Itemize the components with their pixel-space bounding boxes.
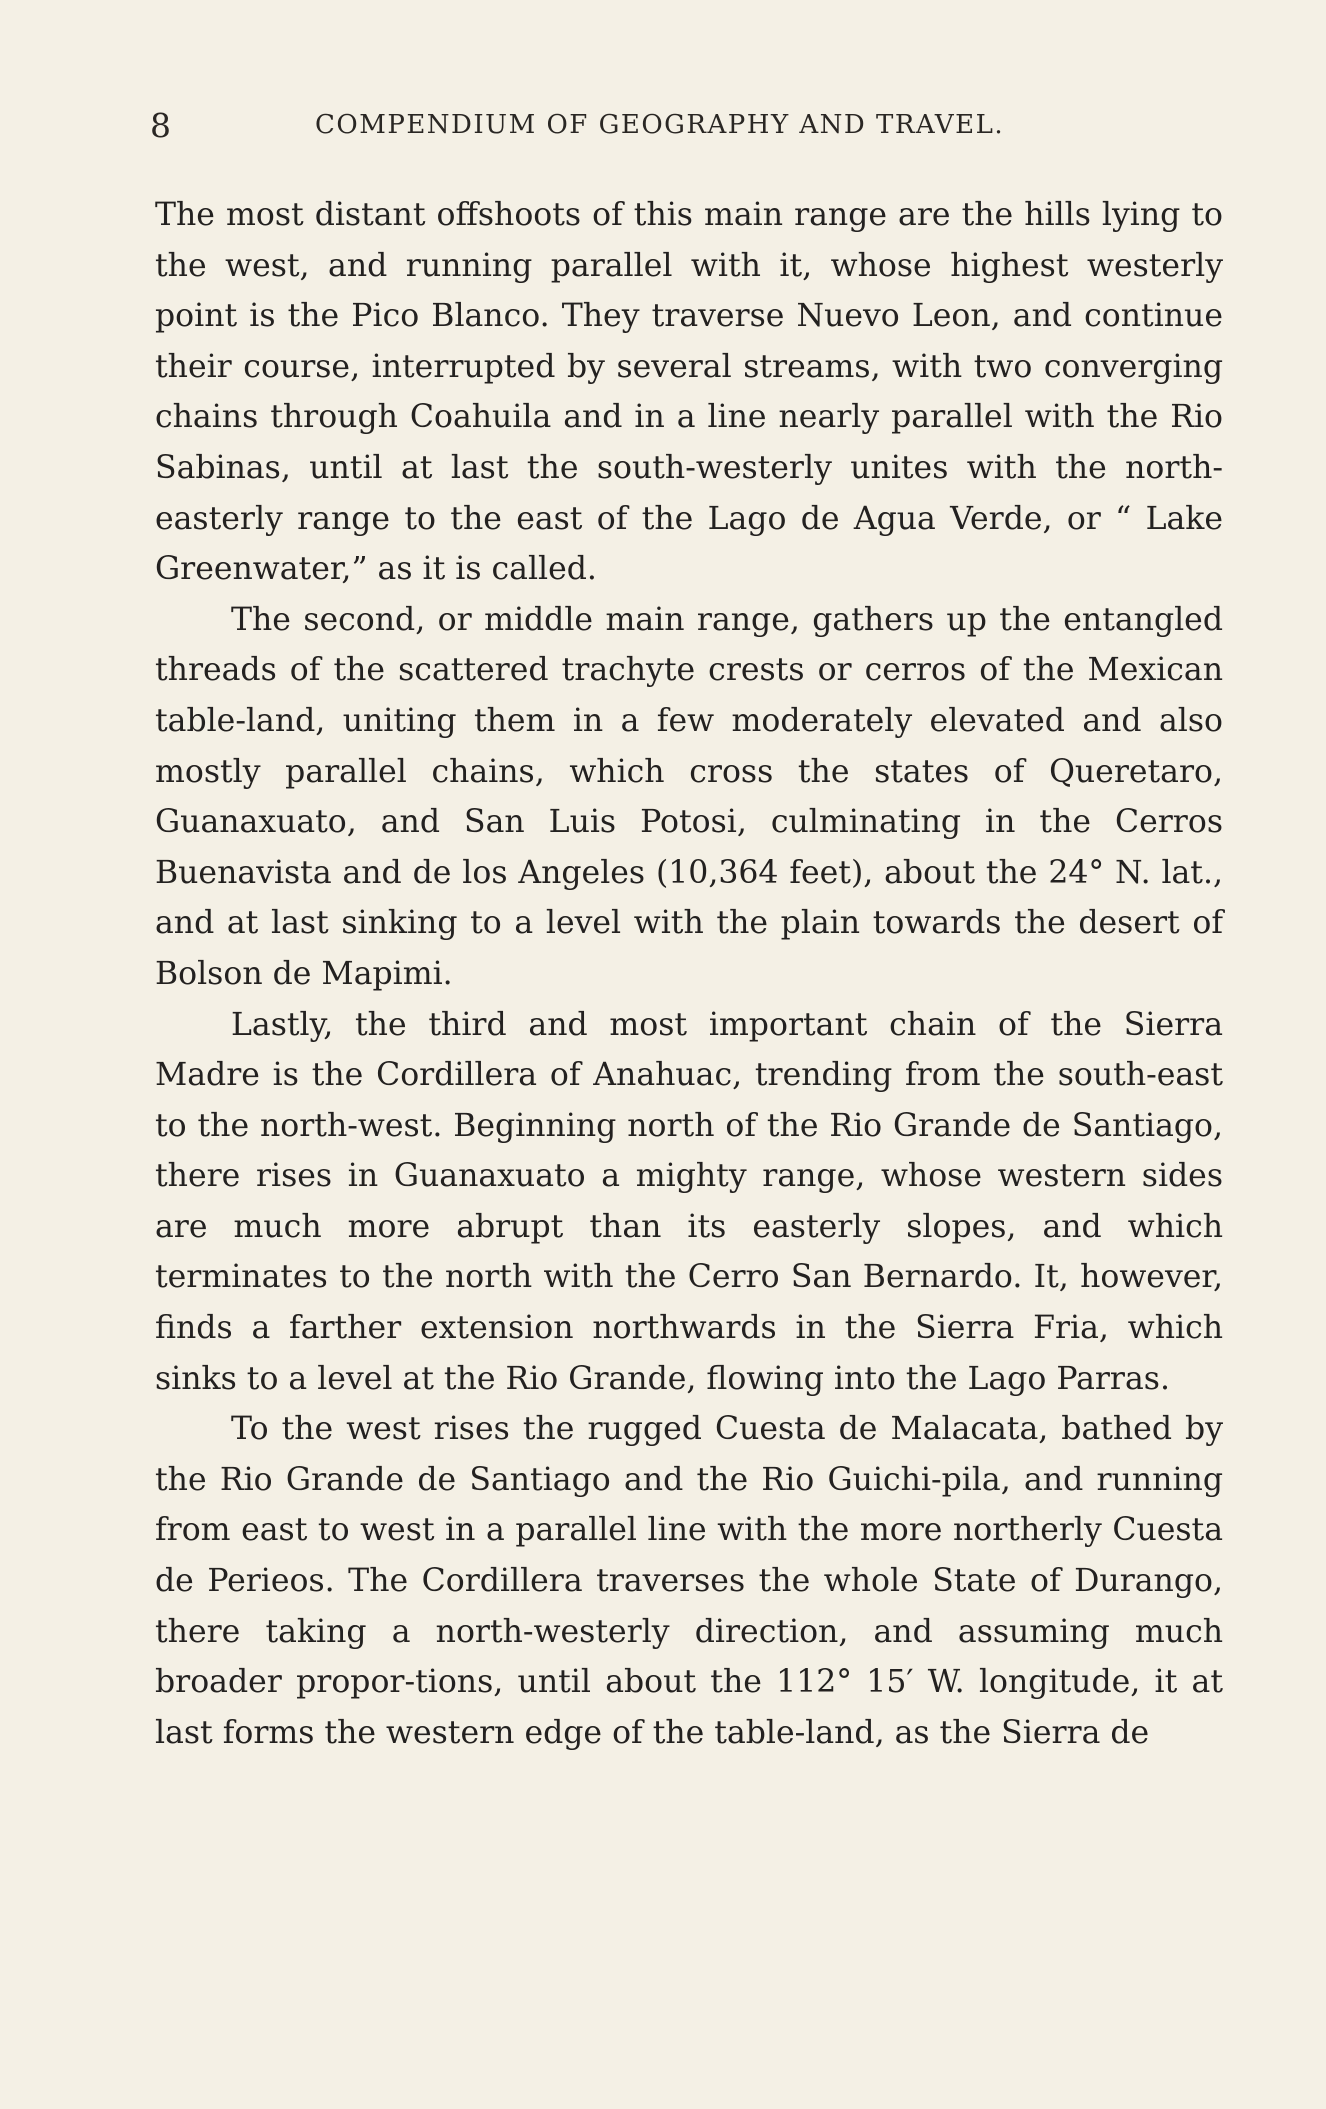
body-text bbox=[155, 190, 1223, 1758]
page-header bbox=[150, 106, 1210, 146]
paragraph: To the west rises the rugged Cuesta de Malacata, bathed by the Rio Grande de Santiago and the Rio Guichi-pila, and running from east to west in a parallel line with the more northerly Cuesta de Perieos. The Cordillera traverses the whole State of Durango, there taking a north-westerly direction, and assuming much broader propor-tions, until about the 112° 15′ W. longitude, it at last forms the western edge of the table-land, as the Sierra de bbox=[155, 1411, 1223, 1751]
paragraph: The second, or middle main range, gathers up the entangled threads of the scattered trachyte crests or cerros of the Mexican table-land, uniting them in a few moderately elevated and also mostly parallel chains, which cross the states of Queretaro, Guanaxuato, and San Luis Potosi, culminating in the Cerros Buenavista and de los Angeles (10,364 feet), about the 24° N. lat., and at last sinking to a level with the plain towards the desert of Bolson de Mapimi. bbox=[155, 601, 1223, 992]
paragraph: The most distant offshoots of this main range are the hills lying to the west, and running parallel with it, whose highest westerly point is the Pico Blanco. They traverse Nuevo Leon, and continue their course, interrupted by several streams, with two converging chains through Coahuila and in a line nearly parallel with the Rio Sabinas, until at last the south-westerly unites with the north-easterly range to the east of the Lago de Agua Verde, or “ Lake Greenwater,” as it is called. bbox=[155, 197, 1223, 588]
page-number: 8 bbox=[150, 106, 171, 145]
running-title: COMPENDIUM OF GEOGRAPHY AND TRAVEL. bbox=[315, 110, 1005, 140]
paragraph: Lastly, the third and most important chain of the Sierra Madre is the Cordillera of Anahuac, trending from the south-east to the north-west. Beginning north of the Rio Grande de Santiago, there rises in Guanaxuato a mighty range, whose western sides are much more abrupt than its easterly slopes, and which terminates to the north with the Cerro San Bernardo. It, however, finds a farther extension northwards in the Sierra Fria, which sinks to a level at the Rio Grande, flowing into the Lago Parras. bbox=[155, 1006, 1223, 1397]
